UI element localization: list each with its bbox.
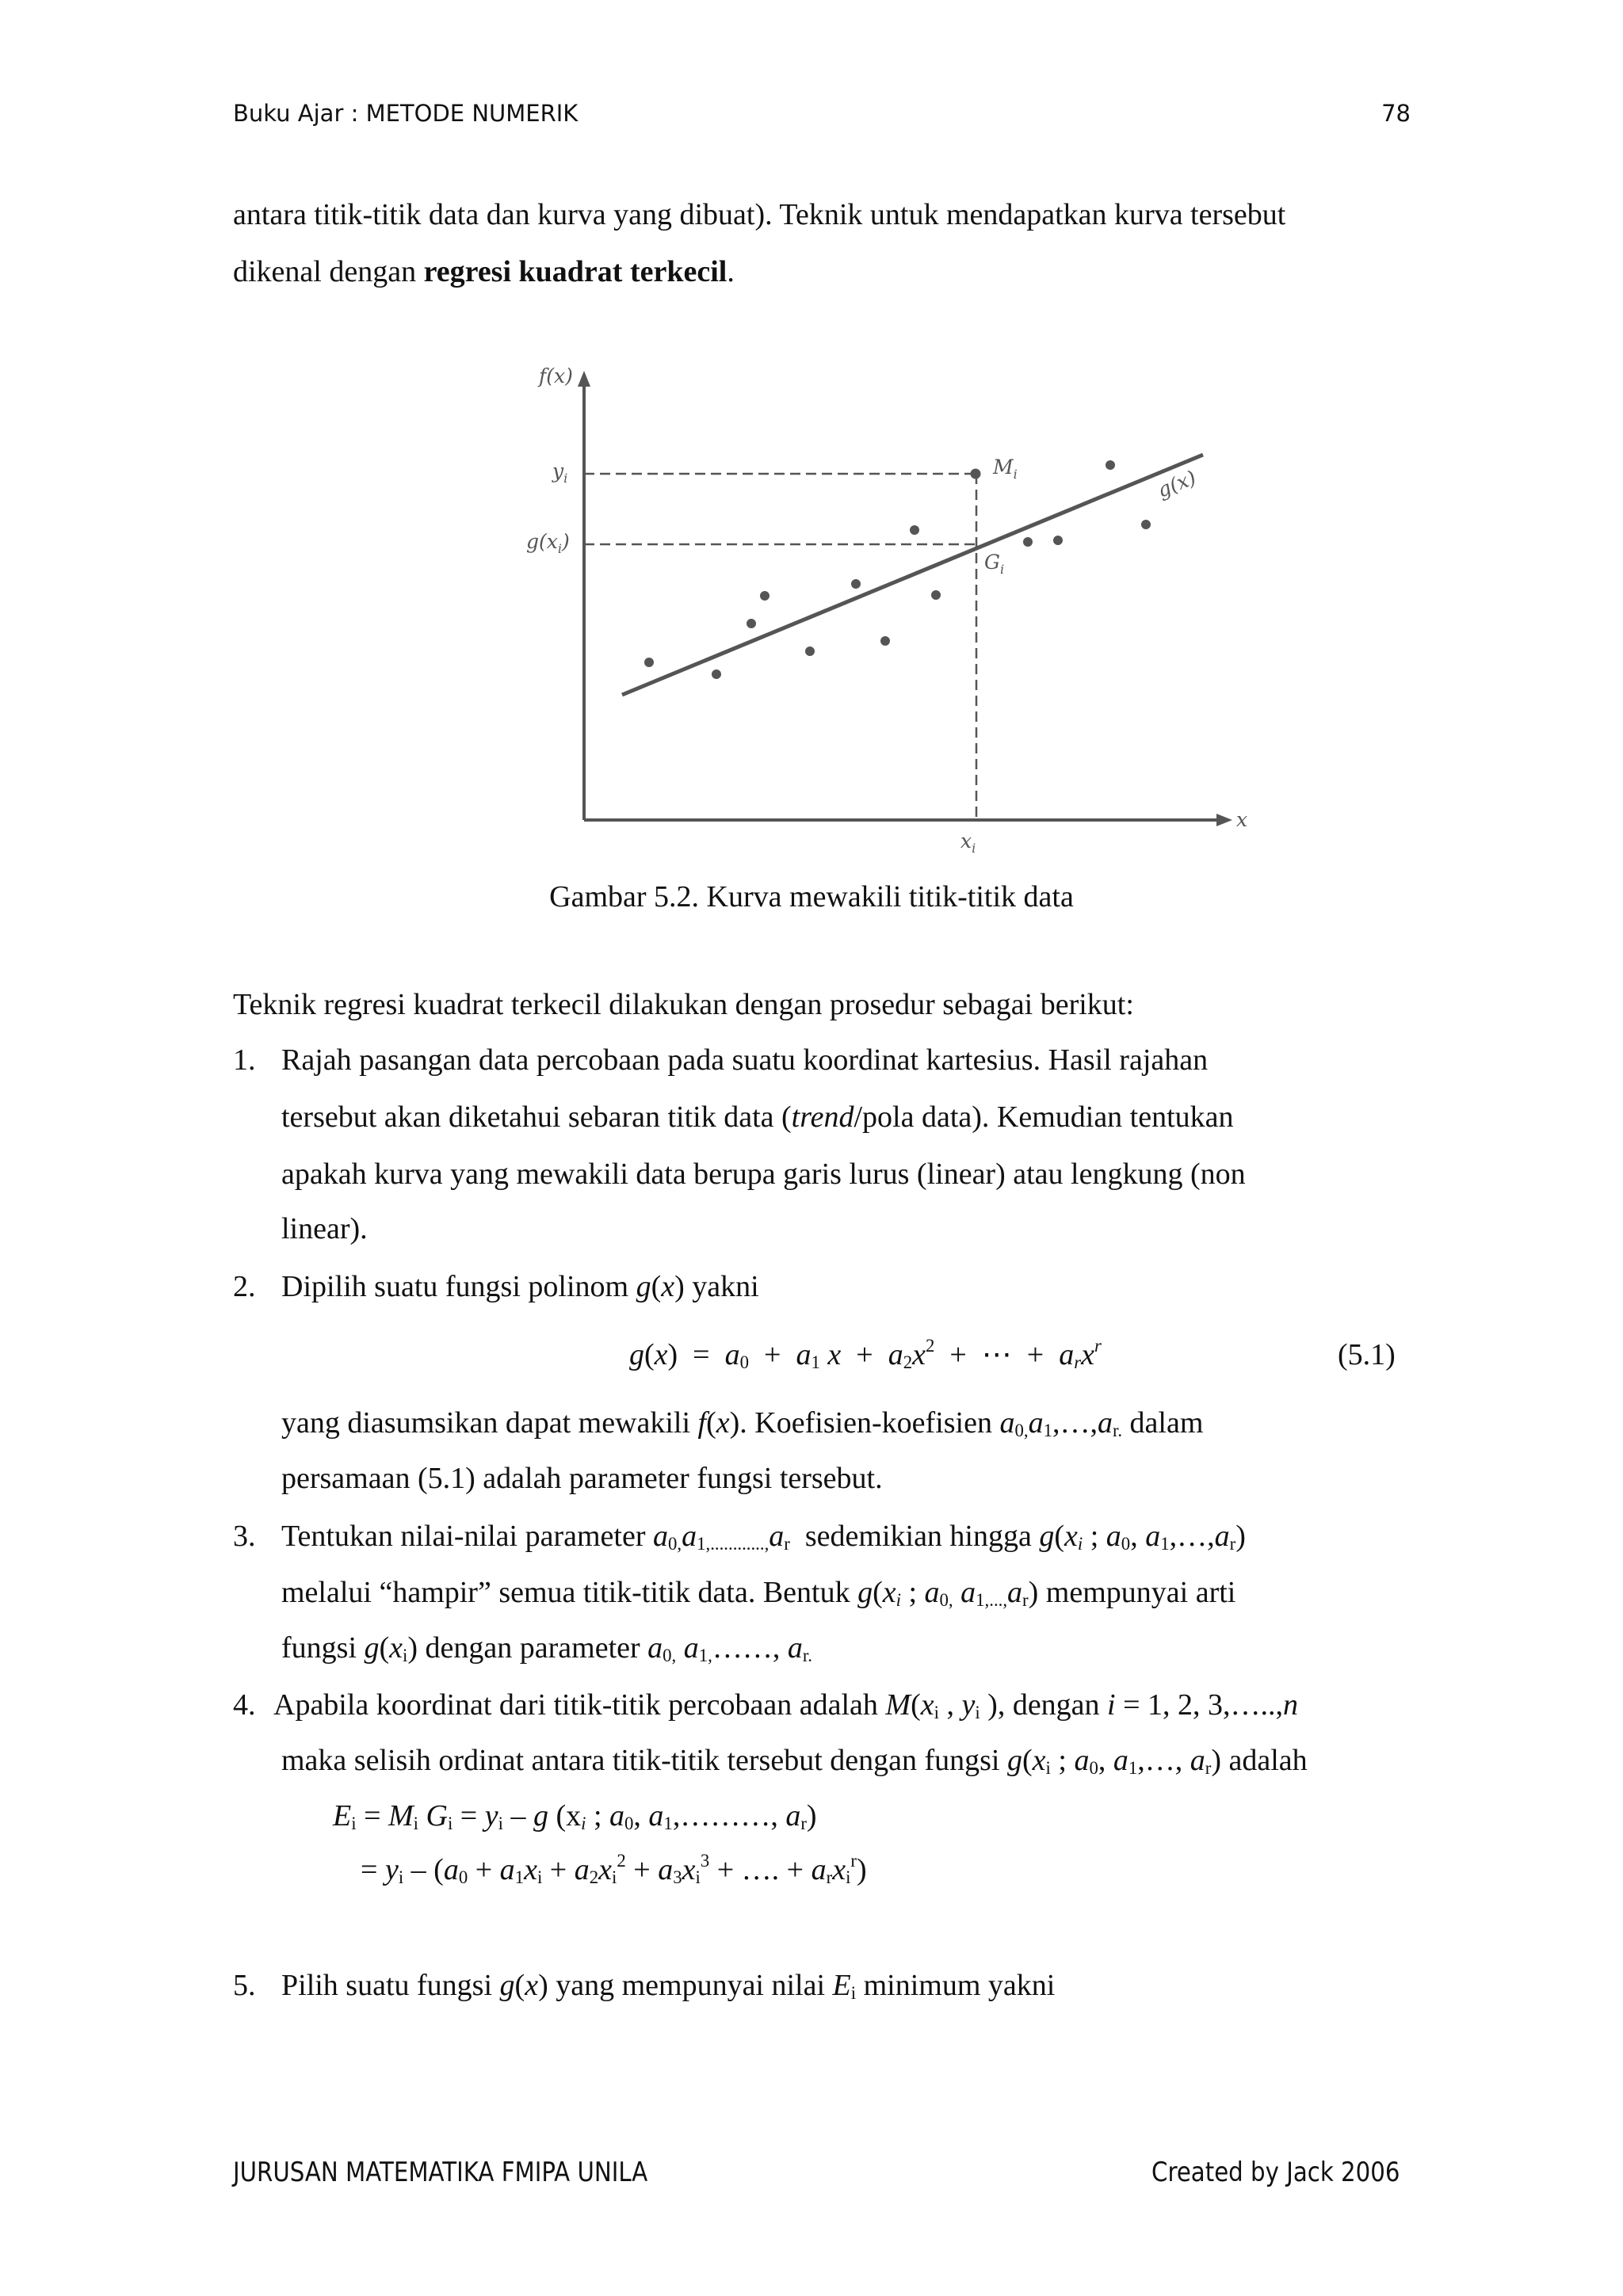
data-point [747, 620, 756, 628]
polynomial-equation: $g(x) = a_0 + a_1$ $x + a_2x^2$ + ⋯ + $a_rx^r$ [629, 1336, 1102, 1372]
item1-line-4: linear). [281, 1212, 368, 1245]
data-point [911, 526, 919, 535]
data-point [712, 670, 721, 679]
item3-line-2: melalui “hampir” semua titik-titik data. Bentuk $g(x_i$ ; $a_{0,}$ $a_{1,...,}a_r$) mempunyai arti [281, 1576, 1236, 1610]
item3-line-3: fungsi $g(x_i)$ dengan parameter $a_{0,}$ $a_{1,}\dots\dots$, $a_{r.}$ [281, 1631, 812, 1665]
page-number: 78 [1381, 100, 1411, 127]
error-equation-2: = $y_i - (a_0 + a_1x_i + a_2x_i^2 + a_3x_i^3$ + …. + $a_rx_i^r$) [361, 1851, 867, 1887]
y-axis-label: f(x) [539, 364, 573, 387]
footer-credit: Created by Jack 2006 [1151, 2157, 1400, 2188]
data-point [932, 591, 941, 600]
gxi-label: $g(x_i)$ [526, 530, 570, 556]
intro-line-1: antara titik-titik data dan kurva yang dibuat). Teknik untuk mendapatkan kurva tersebut [233, 198, 1286, 231]
item5-line-1: Pilih suatu fungsi g(x) yang mempunyai nilai $E_i$ minimum yakni [281, 1969, 1056, 2003]
item-number: 4. [233, 1688, 256, 1722]
data-point [852, 580, 861, 589]
item2-line-2: yang diasumsikan dapat mewakili f(x). Koefisien-koefisien $a_{0,}a_1,\dots,a_{r.}$ dalam [281, 1406, 1204, 1440]
item-number: 5. [233, 1969, 256, 2002]
xi-label: $x_i$ [960, 830, 976, 856]
data-point [1054, 536, 1063, 545]
item1-line-2: tersebut akan diketahui sebaran titik data (trend/pola data). Kemudian tentukan [281, 1100, 1234, 1134]
item2-line-3: persamaan (5.1) adalah parameter fungsi tersebut. [281, 1462, 883, 1495]
fitted-line [622, 455, 1203, 695]
item-number: 3. [233, 1520, 256, 1553]
x-axis-label: x [1236, 808, 1248, 831]
data-point [1142, 521, 1151, 529]
data-point [806, 647, 815, 656]
curve-label: g(x) [1154, 466, 1200, 502]
item1-line-1: Rajah pasangan data percobaan pada suatu koordinat kartesius. Hasil rajahan [281, 1043, 1209, 1077]
item-number: 1. [233, 1043, 256, 1077]
item4-line-1: Apabila koordinat dari titik-titik percobaan adalah $M(x_i$ , $y_i$ ), dengan i = 1, 2, 3,…..,n [273, 1688, 1299, 1722]
x-axis-arrow [1216, 814, 1232, 826]
equation-number: (5.1) [1338, 1338, 1396, 1371]
item3-line-1: Tentukan nilai-nilai parameter $a_{0,}a_{1,............,}a_r$ sedemikian hingga $g(x_i$ ; $a_0$, $a_1,\dots,a_r$) [281, 1520, 1246, 1554]
data-point [881, 637, 890, 646]
intro-line-2: dikenal dengan regresi kuadrat terkecil. [233, 255, 735, 288]
regression-figure [507, 349, 1284, 871]
running-header-title: Buku Ajar : METODE NUMERIK [233, 100, 579, 127]
data-point [1024, 538, 1033, 547]
yi-label: $y_i$ [552, 460, 568, 486]
mi-label: $M_i$ [993, 456, 1018, 482]
data-point [645, 658, 654, 667]
data-point [971, 469, 980, 479]
item1-line-3: apakah kurva yang mewakili data berupa garis lurus (linear) atau lengkung (non [281, 1158, 1246, 1191]
procedure-lead: Teknik regresi kuadrat terkecil dilakukan dengan prosedur sebagai berikut: [233, 988, 1134, 1021]
data-point [1106, 461, 1115, 470]
footer-department: JURUSAN MATEMATIKA FMIPA UNILA [233, 2157, 648, 2188]
gi-label: $G_i$ [984, 551, 1005, 577]
item2-line-1: Dipilih suatu fungsi polinom g(x) yakni [281, 1270, 759, 1303]
data-point [761, 592, 769, 601]
error-equation-1: $E_i = M_i$ $G_i = y_i - g$ ($x_i$ ; $a_0$, $a_1,\dots\dots\dots$, $a_r$) [333, 1799, 817, 1833]
figure-caption: Gambar 5.2. Kurva mewakili titik-titik data [549, 880, 1074, 913]
item4-line-2: maka selisih ordinat antara titik-titik tersebut dengan fungsi $g(x_i$ ; $a_0$, $a_1,\dots$, $a_r$) adalah [281, 1744, 1308, 1778]
item-number: 2. [233, 1270, 256, 1303]
y-axis-arrow [578, 371, 590, 387]
key-term: regresi kuadrat terkecil [423, 255, 727, 288]
